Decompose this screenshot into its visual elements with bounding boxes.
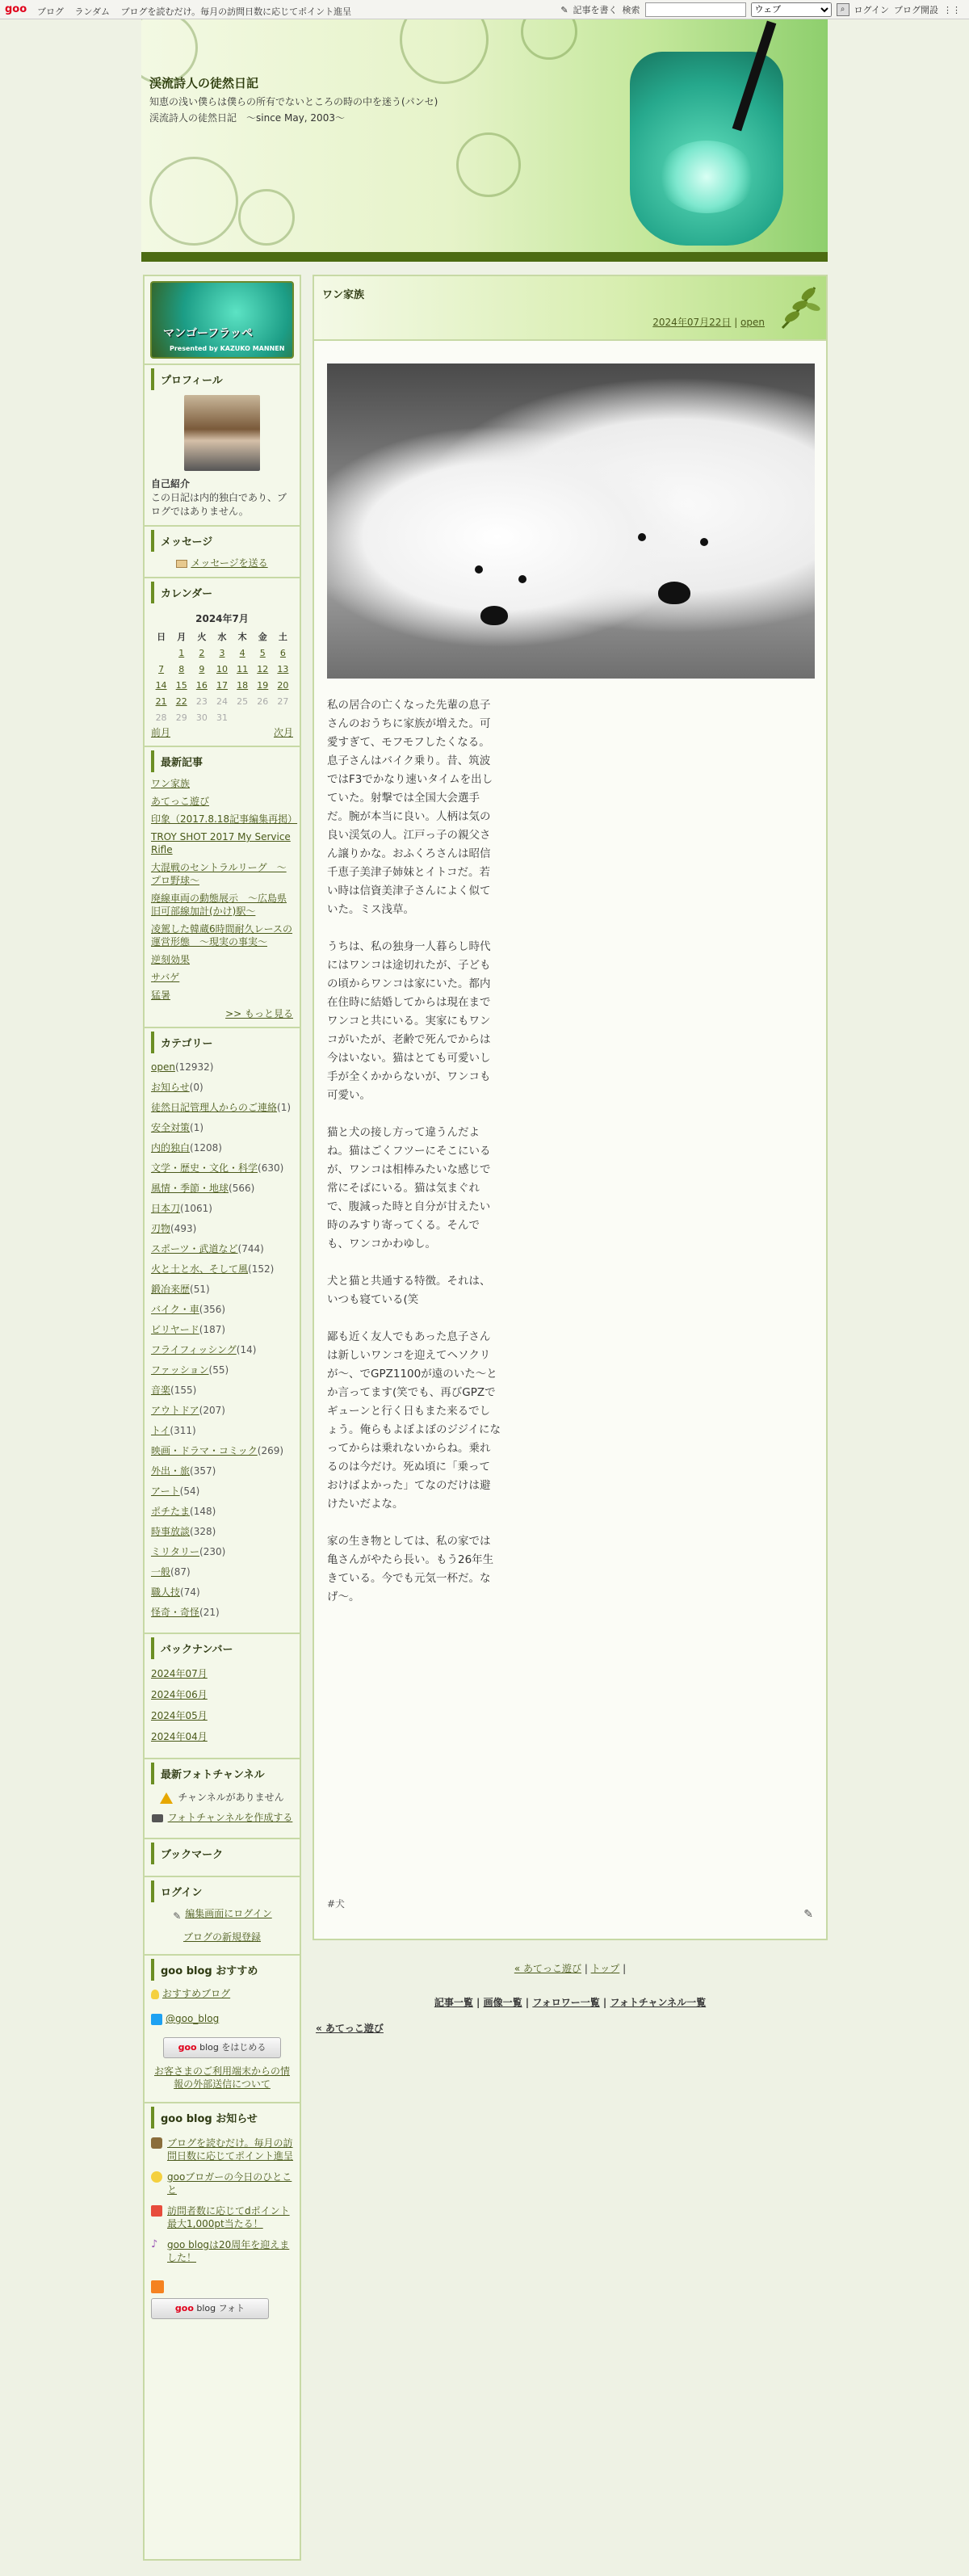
no-channel-text: チャンネルがありません <box>178 1792 284 1803</box>
category-item[interactable] <box>151 1505 293 1518</box>
section-heading: goo blog お知らせ <box>151 2107 293 2128</box>
goo-logo: goo <box>174 2303 194 2313</box>
search-input[interactable] <box>645 2 746 17</box>
category-name[interactable]: ファッション <box>151 1364 209 1376</box>
entry-photo[interactable] <box>327 363 815 679</box>
recommend-section <box>145 1954 300 2102</box>
category-item[interactable] <box>151 1545 293 1558</box>
calendar-day[interactable]: 14 <box>155 679 167 691</box>
weekday-label: 日 <box>157 632 166 642</box>
dog-eye <box>700 538 708 546</box>
category-item[interactable] <box>151 1323 293 1336</box>
category-count: (230) <box>199 1546 226 1557</box>
backnumber-link[interactable]: 2024年04月 <box>151 1731 208 1742</box>
image-list-link[interactable]: 画像一覧 <box>483 1997 522 2008</box>
sidebar <box>143 275 301 2561</box>
calendar-day[interactable]: 16 <box>195 679 208 691</box>
category-item[interactable] <box>151 1141 293 1154</box>
recent-entry-link[interactable]: 猛暑 <box>151 990 171 1001</box>
category-count: (152) <box>248 1263 275 1275</box>
category-item[interactable] <box>151 1586 293 1599</box>
notice-link[interactable]: 訪問者数に応じてdポイント最大1,000pt当たる！ <box>167 2205 290 2229</box>
category-count: (0) <box>189 1082 203 1093</box>
dog-nose <box>658 582 690 604</box>
edit-icon[interactable]: ✎ <box>803 1908 813 1921</box>
category-section <box>145 1027 300 1633</box>
goo-logo: goo <box>178 2042 197 2053</box>
entry-title[interactable]: ワン家族 <box>322 289 365 301</box>
calendar-month: 2024年7月 <box>195 613 249 624</box>
category-item[interactable] <box>151 1081 293 1094</box>
category-item[interactable] <box>151 1202 293 1215</box>
category-item[interactable] <box>151 1464 293 1477</box>
create-photo-channel-link[interactable]: フォトチャンネルを作成する <box>167 1812 293 1823</box>
category-item[interactable] <box>151 1242 293 1255</box>
login-section <box>145 1876 300 1954</box>
goo-toolbar <box>0 0 969 19</box>
search-icon[interactable]: ⌕ <box>837 3 849 16</box>
category-name[interactable]: 職人技 <box>151 1586 181 1598</box>
category-count: (328) <box>190 1526 216 1537</box>
calendar-day[interactable]: 10 <box>216 663 228 674</box>
calendar-day[interactable]: 7 <box>158 663 165 674</box>
profile-section <box>145 363 300 525</box>
sparkle-icon <box>151 2171 162 2183</box>
backnumber-link[interactable]: 2024年06月 <box>151 1689 208 1700</box>
category-item[interactable] <box>151 1263 293 1275</box>
notice-link[interactable]: goo blogは20周年を迎えました！ <box>167 2239 290 2263</box>
category-name[interactable]: アート <box>151 1486 180 1497</box>
present-icon <box>151 2205 162 2217</box>
header-divider <box>141 252 828 262</box>
entry-header <box>314 276 826 341</box>
calendar-next-link[interactable]: 次月 <box>273 727 293 738</box>
dog-nose <box>480 606 508 625</box>
calendar-day[interactable]: 9 <box>199 663 205 674</box>
prev-entry-footer <box>316 2021 384 2035</box>
search-label: 検索 <box>622 5 640 15</box>
category-count: (493) <box>170 1223 197 1234</box>
search-scope-select[interactable] <box>751 2 832 17</box>
section-heading: プロフィール <box>151 368 293 390</box>
calendar-day <box>253 709 273 725</box>
section-heading: 最新フォトチャンネル <box>151 1763 293 1784</box>
calendar-nav <box>151 725 293 739</box>
pencil-icon: ✎ <box>173 1910 182 1922</box>
section-heading: ブックマーク <box>151 1843 293 1864</box>
category-item[interactable] <box>151 1222 293 1235</box>
banner-subtitle: Presented by KAZUKO MANNEN <box>170 345 285 352</box>
entry-paragraph: 猫と犬の接し方って違うんだよね。猫はごくフツーにそこにいるが、ワンコは相棒みたいな感じで常にそばにいる。猫は気まぐれで、腹減った時と自分が甘えたい時のみすり寄ってくる。そんでも、ワンコかわゆし。 <box>327 1126 491 1250</box>
category-count: (74) <box>180 1586 200 1598</box>
section-heading: カレンダー <box>151 582 293 603</box>
weekday-label: 金 <box>258 632 267 642</box>
category-name[interactable]: お知らせ <box>151 1082 190 1093</box>
category-name[interactable]: 一般 <box>151 1566 171 1578</box>
category-count: (744) <box>237 1243 264 1254</box>
section-heading: カテゴリー <box>151 1032 293 1053</box>
bookmark-section <box>145 1838 300 1876</box>
category-count: (148) <box>190 1506 216 1517</box>
category-item[interactable] <box>151 1061 293 1074</box>
goo-logo[interactable]: goo <box>5 3 27 15</box>
entry <box>313 275 828 1940</box>
category-item[interactable] <box>151 1565 293 1578</box>
calendar-day[interactable]: 1 <box>178 647 185 658</box>
login-link[interactable]: ログイン <box>854 5 889 15</box>
calendar-day[interactable]: 15 <box>175 679 187 691</box>
category-count: (155) <box>170 1385 197 1396</box>
entry-date-link[interactable]: 2024年07月22日 <box>652 317 732 328</box>
calendar-day[interactable]: 18 <box>237 679 249 691</box>
blog-title[interactable]: 渓流詩人の徒然日記 <box>149 76 259 90</box>
category-count: (54) <box>179 1486 200 1497</box>
category-count: (21) <box>199 1607 220 1618</box>
category-name[interactable]: 音楽 <box>151 1385 171 1396</box>
dog-eye <box>638 533 646 541</box>
category-item[interactable] <box>151 1182 293 1195</box>
start-blog-button[interactable] <box>163 2037 281 2058</box>
category-item[interactable] <box>151 1121 293 1134</box>
category-name[interactable]: open <box>151 1061 175 1073</box>
login-edit-link[interactable]: 編集画面にログイン <box>185 1908 272 1919</box>
calendar-day: 28 <box>155 712 167 723</box>
prev-entry-link[interactable]: « あてっこ遊び <box>514 1963 581 1974</box>
calendar-day[interactable]: 4 <box>239 647 245 658</box>
start-blog-label: blog をはじめる <box>199 2042 266 2053</box>
category-name[interactable]: 文学・歴史・文化・科学 <box>151 1162 258 1174</box>
notice-section <box>145 2102 300 2326</box>
category-name[interactable]: 内的独白 <box>151 1142 191 1154</box>
category-name[interactable]: 安全対策 <box>151 1122 191 1133</box>
category-name[interactable]: バイク・車 <box>151 1304 199 1315</box>
calendar-day: 23 <box>195 695 208 707</box>
calendar-day[interactable]: 8 <box>178 663 185 674</box>
category-item[interactable] <box>151 1384 293 1397</box>
category-count: (87) <box>170 1566 191 1578</box>
message-section <box>145 525 300 577</box>
category-name[interactable]: フライフィッシング <box>151 1344 237 1355</box>
category-count: (207) <box>199 1405 225 1416</box>
calendar-day: 29 <box>175 712 187 723</box>
category-item[interactable] <box>151 1364 293 1376</box>
notice-item[interactable] <box>151 2204 293 2230</box>
calendar-day <box>273 709 293 725</box>
notice-item[interactable] <box>151 2170 293 2196</box>
recent-entry-link[interactable]: 逆刻効果 <box>151 954 191 965</box>
recent-entry-link[interactable]: 凌駕した韓蔵6時間耐久レースの運営形態 ～現実の事実～ <box>151 923 293 948</box>
music-note-icon: ♪ <box>151 2238 158 2250</box>
blog-start-link[interactable]: ブログ開設 <box>894 5 938 15</box>
dog-eye <box>475 565 483 574</box>
sidebar-banner-image <box>150 281 294 359</box>
calendar-day: 30 <box>195 712 208 723</box>
entry-pagination: « あてっこ遊び | トップ | <box>514 1963 627 1974</box>
warning-icon <box>160 1792 173 1804</box>
section-heading: goo blog おすすめ <box>151 1959 293 1981</box>
dog-eye <box>518 575 526 583</box>
calendar-day[interactable]: 17 <box>216 679 228 691</box>
entry-meta: 2024年07月22日 | open <box>652 317 765 328</box>
recommend-blog-link[interactable]: おすすめブログ <box>162 1988 231 1999</box>
notice-item[interactable] <box>151 2137 293 2162</box>
calendar-prev-link[interactable]: 前月 <box>151 727 171 738</box>
toolbar-nav <box>37 5 359 18</box>
recent-entry-link[interactable]: サバゲ <box>151 972 180 983</box>
category-count: (1208) <box>190 1142 222 1154</box>
grid-icon[interactable]: ⋮⋮ <box>943 4 961 15</box>
weekday-label: 水 <box>217 632 227 642</box>
category-count: (14) <box>236 1344 257 1355</box>
category-count: (55) <box>208 1364 229 1376</box>
calendar-day: 31 <box>216 712 228 723</box>
camera-icon <box>152 1814 163 1822</box>
notice-link[interactable]: gooブロガーの今日のひとこと <box>167 2171 292 2196</box>
entry-paragraph: 私の居合の亡くなった先輩の息子さんのおうちに家族が増えた。可愛すぎて、モフモフしたくなる。息子さんはバイク乗り。昔、筑波ではF3でかなり速いタイムを出していた。射撃では全国大会選手だ。腕が本当に良い。人柄は気の良い渓気の人。江戸っ子の親父さん譲りかな。おふくろさんは昭信千恵子美津子姉妹とイトコだ。若い時は信資美津子さんによく似ていた。ミス浅草。 <box>327 699 493 916</box>
category-name[interactable]: 怪奇・奇怪 <box>151 1607 200 1618</box>
category-count: (1) <box>190 1122 204 1133</box>
rss-icon[interactable] <box>151 2280 164 2293</box>
category-count: (12932) <box>174 1061 214 1073</box>
pen-icon: ✎ <box>560 4 568 15</box>
category-name[interactable]: 外出・旅 <box>151 1465 191 1477</box>
calendar-day[interactable]: 6 <box>279 647 286 658</box>
lace-decoration <box>238 189 295 246</box>
section-heading: メッセージ <box>151 530 293 552</box>
section-heading: バックナンバー <box>151 1637 293 1659</box>
calendar-day[interactable]: 22 <box>175 695 187 707</box>
entry-paragraph: うちは、私の独身一人暮らし時代にはワンコは途切れたが、子どもの頃からワンコは家にいた。都内在住時に結婚してからは現在までワンコと共にいる。実家にもワンコがいたが、老齢で死んでからは今はいない。猫はとても可愛いし手が全くかからないが、ワンコも可愛い。 <box>327 940 491 1102</box>
recent-entry-link[interactable]: TROY SHOT 2017 My Service Rifle <box>151 831 291 855</box>
calendar-day: 24 <box>216 695 228 707</box>
toolbar-link-points[interactable]: ブログを読むだけ。毎月の訪問日数に応じてポイント進呈 <box>120 6 352 17</box>
more-entries-link[interactable]: >> もっと見る <box>225 1008 293 1019</box>
recent-entry-link[interactable]: 印象（2017.8.18記事編集再掲） <box>151 813 298 825</box>
category-item[interactable] <box>151 1404 293 1417</box>
category-count: (269) <box>257 1445 284 1456</box>
backnumber-link[interactable]: 2024年05月 <box>151 1710 208 1721</box>
lace-decoration <box>149 157 238 246</box>
category-name[interactable]: 徒然日記管理人からのご連絡 <box>151 1102 278 1113</box>
calendar-day[interactable]: 2 <box>199 647 205 658</box>
category-name[interactable]: 日本刀 <box>151 1203 181 1214</box>
weekday-label: 土 <box>278 632 287 642</box>
toolbar-link-blog[interactable]: ブログ <box>37 6 64 17</box>
category-count: (1) <box>277 1102 292 1113</box>
category-name[interactable]: ミリタリー <box>151 1546 200 1557</box>
recent-entry-link[interactable]: ワン家族 <box>151 778 191 789</box>
calendar-day[interactable]: 11 <box>237 663 249 674</box>
category-count: (51) <box>190 1284 210 1295</box>
category-name[interactable]: トイ <box>151 1425 170 1436</box>
point-icon <box>151 2137 162 2149</box>
entry-tag[interactable]: #犬 <box>327 1898 346 1910</box>
category-count: (187) <box>199 1324 226 1335</box>
category-name[interactable]: ポチたま <box>151 1506 191 1517</box>
photo-channel-list-link[interactable]: フォトチャンネル一覧 <box>610 1997 707 2008</box>
calendar-day: 27 <box>277 695 289 707</box>
calendar-day <box>151 645 171 661</box>
blog-description: 知恵の浅い僕らは僕らの所有でないところの時の中を迷う(パンセ) 渓流詩人の徒然日記 ～since May, 2003～ <box>149 96 448 124</box>
entry-paragraph: 犬と猫と共通する特徴。それは、いつも寝ている(笑 <box>327 1275 491 1306</box>
list-links: 記事一覧 | 画像一覧 | フォロワー一覧 | フォトチャンネル一覧 <box>434 1997 707 2008</box>
follower-list-link[interactable]: フォロワー一覧 <box>532 1997 600 2008</box>
banner-title: マンゴーフラッペ <box>163 327 254 340</box>
calendar-section <box>145 577 300 746</box>
lace-decoration <box>521 19 577 60</box>
envelope-icon <box>176 560 187 568</box>
section-heading: ログイン <box>151 1881 293 1902</box>
recent-entry-link[interactable]: あてっこ遊び <box>151 796 210 807</box>
category-count: (630) <box>258 1162 284 1174</box>
category-item[interactable] <box>151 1606 293 1619</box>
category-name[interactable]: 火と土と水、そして風 <box>151 1263 249 1275</box>
entry-body <box>327 696 501 1625</box>
twitter-icon <box>151 2014 162 2025</box>
entry-category-link[interactable]: open <box>740 317 765 328</box>
category-count: (311) <box>170 1425 196 1436</box>
notice-link[interactable]: ブログを読むだけ。毎月の訪問日数に応じてポイント進呈 <box>167 2137 294 2162</box>
category-name[interactable]: ビリヤード <box>151 1324 199 1335</box>
top-link[interactable]: トップ <box>590 1963 620 1974</box>
intro-label: 自己紹介 <box>151 478 191 490</box>
category-item[interactable] <box>151 1303 293 1316</box>
header-drink-highlight <box>658 141 755 213</box>
category-item[interactable] <box>151 1444 293 1457</box>
category-item[interactable] <box>151 1343 293 1356</box>
entry-list-link[interactable]: 記事一覧 <box>434 1997 473 2008</box>
weekday-label: 木 <box>237 632 247 642</box>
category-item[interactable] <box>151 1283 293 1296</box>
calendar-day[interactable]: 20 <box>277 679 289 691</box>
goo-blog-photo-button[interactable] <box>151 2298 269 2319</box>
lightbulb-icon <box>151 1990 159 1999</box>
category-name[interactable]: 風情・季節・地球 <box>151 1183 229 1194</box>
calendar-day[interactable]: 5 <box>259 647 266 658</box>
backnumber-link[interactable]: 2024年07月 <box>151 1668 208 1679</box>
backnumber-section <box>145 1633 300 1758</box>
category-count: (566) <box>229 1183 255 1194</box>
entry-paragraph: 家の生き物としては、私の家では亀さんがやたら長い。もう26年生きている。今でも元気一杯だ。なげ～。 <box>327 1535 494 1603</box>
category-item[interactable] <box>151 1485 293 1498</box>
category-item[interactable] <box>151 1162 293 1175</box>
calendar-day: 25 <box>237 695 249 707</box>
category-item[interactable] <box>151 1101 293 1114</box>
recent-entry-link[interactable]: 廃線車両の動態展示 ～広島県旧可部線加計(かけ)駅～ <box>151 893 287 917</box>
weekday-label: 月 <box>177 632 187 642</box>
calendar <box>151 608 293 725</box>
category-name[interactable]: 鍛冶来歴 <box>151 1284 191 1295</box>
category-count: (356) <box>199 1304 226 1315</box>
category-name[interactable]: 映画・ドラマ・コミック <box>151 1445 258 1456</box>
category-item[interactable] <box>151 1424 293 1437</box>
register-blog-link[interactable]: ブログの新規登録 <box>182 1931 261 1943</box>
recent-entry-link[interactable]: 大混戦のセントラルリーグ ～プロ野球～ <box>151 862 287 886</box>
category-name[interactable]: 刃物 <box>151 1223 171 1234</box>
prev-entry-footer-link[interactable]: « あてっこ遊び <box>316 2023 384 2034</box>
category-count: (357) <box>190 1465 216 1477</box>
send-message-link[interactable]: メッセージを送る <box>191 557 268 569</box>
category-name[interactable]: スポーツ・武道など <box>151 1243 238 1254</box>
weekday-label: 火 <box>197 632 207 642</box>
blog-header <box>141 19 828 252</box>
toolbar-link-random[interactable]: ランダム <box>74 6 111 17</box>
leaf-icon <box>774 279 823 336</box>
notice-item[interactable] <box>151 2238 293 2264</box>
calendar-day[interactable]: 13 <box>277 663 289 674</box>
external-transmission-link[interactable]: お客さまのご利用端末からの情報の外部送信について <box>153 2065 290 2090</box>
intro-text: この日記は内的独白であり、ブログではありません。 <box>151 492 287 517</box>
toolbar-right <box>560 2 961 17</box>
category-name[interactable]: 時事放談 <box>151 1526 191 1537</box>
lace-decoration <box>400 19 489 84</box>
photo-button-label: blog フォト <box>196 2303 245 2313</box>
calendar-day[interactable]: 12 <box>257 663 269 674</box>
category-count: (1061) <box>180 1203 212 1214</box>
category-item[interactable] <box>151 1525 293 1538</box>
entry-paragraph: 鄙も近く友人でもあった息子さんは新しいワンコを迎えてヘソクリが～、でGPZ1100が遠のいた～とか言ってます(笑でも、再びGPZでギューンと行く日もまた来るでしょう。俺らもよぼよぼのジジイになってからは乗れないからね。乗れるのは今だけ。死ぬ頃に「乗っておけばよかった」てなのだけは避けたいだよな。 <box>327 1330 501 1511</box>
write-article-link[interactable]: 記事を書く <box>573 5 618 15</box>
section-heading: 最新記事 <box>151 750 293 772</box>
twitter-link[interactable]: @goo_blog <box>166 2013 220 2024</box>
lace-decoration <box>456 132 521 197</box>
photo-channel-section <box>145 1758 300 1838</box>
recent-entries-section <box>145 746 300 1027</box>
calendar-day[interactable]: 19 <box>257 679 269 691</box>
avatar[interactable] <box>184 395 260 471</box>
calendar-day <box>233 709 253 725</box>
category-name[interactable]: アウトドア <box>151 1405 199 1416</box>
calendar-day[interactable]: 3 <box>219 647 225 658</box>
calendar-day[interactable]: 21 <box>155 695 167 707</box>
calendar-day: 26 <box>257 695 269 707</box>
